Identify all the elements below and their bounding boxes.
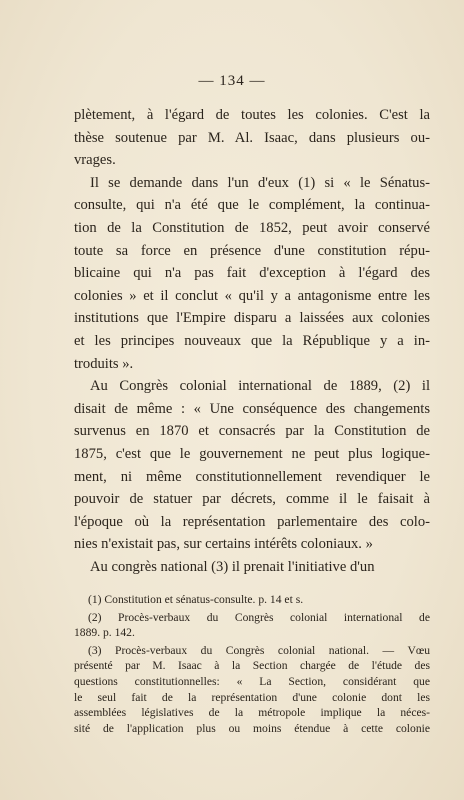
page-number: — 134 — (198, 73, 266, 89)
footnote-1 (74, 592, 430, 608)
text-line: tion de la Constitution de 1852, peut avoir conservé (74, 219, 430, 236)
text-line: colonies » et il conclut « qu'il y a antagonisme entre les (74, 287, 430, 304)
text-line: nies n'existait pas, sur certains intérêts coloniaux. » (74, 536, 373, 553)
footnote-3 (74, 643, 430, 737)
text-line: 1875, c'est que le gouvernement ne peut plus logique- (74, 445, 430, 462)
text-line: disait de même : « Une conséquence des changements (74, 400, 430, 417)
text-line: troduits ». (74, 355, 134, 372)
text-line: toute sa force en présence d'une constitution répu- (74, 242, 430, 259)
text-line: l'époque où la représentation parlementaire des colo- (74, 513, 430, 530)
footnote-line: (2) Procès-verbaux du Congrès colonial international de (88, 610, 430, 624)
footnote-line: questions constitutionnelles: « La Section, considérant que (74, 674, 430, 688)
text-line: Il se demande dans l'un d'eux (1) si « le Sénatus- (90, 174, 430, 191)
text-line: survenus en 1870 et consacrés par la Constitution de (74, 423, 430, 440)
text-line: consulte, qui n'a été que le complément, la continua- (74, 197, 430, 214)
text-line: ment, ni même constitutionnellement revendiquer le (74, 468, 430, 485)
text-line: plètement, à l'égard de toutes les colonies. C'est la (74, 107, 430, 123)
footnote-line: sité de l'application plus ou moins étendue à cette colonie (74, 721, 430, 735)
text-line: pouvoir de statuer par décrets, comme il le faisait à (74, 491, 430, 508)
footnote-line: (1) Constitution et sénatus-consulte. p. 14 et s. (88, 593, 304, 606)
footnote-line: 1889. p. 142. (74, 626, 135, 640)
footnote-2 (74, 610, 430, 641)
footnote-line: le seul fait de la représentation d'une colonie dont les (74, 690, 430, 704)
footnotes (74, 592, 430, 738)
text-line: vrages. (74, 152, 116, 169)
text-line: blicaine qui n'a pas fait d'exception à l'égard des (74, 265, 430, 282)
footnote-line: présenté par M. Isaac à la Section chargée de l'étude des (74, 659, 430, 673)
footnote-line: assemblées législatives de la métropole implique la néces- (74, 706, 430, 720)
footnote-line: (3) Procès-verbaux du Congrès colonial national. — Vœu (88, 643, 430, 657)
text-line: thèse soutenue par M. Al. Isaac, dans plusieurs ou- (74, 129, 430, 146)
text-line: et les principes nouveaux que la République y a in- (74, 332, 430, 349)
text-line: institutions que l'Empire disparu a laissées aux colonies (74, 310, 430, 327)
text-line: Au congrès national (3) il prenait l'initiative d'un (90, 558, 375, 575)
text-line: Au Congrès colonial international de 1889, (2) il (90, 378, 430, 395)
main-text (74, 104, 430, 578)
